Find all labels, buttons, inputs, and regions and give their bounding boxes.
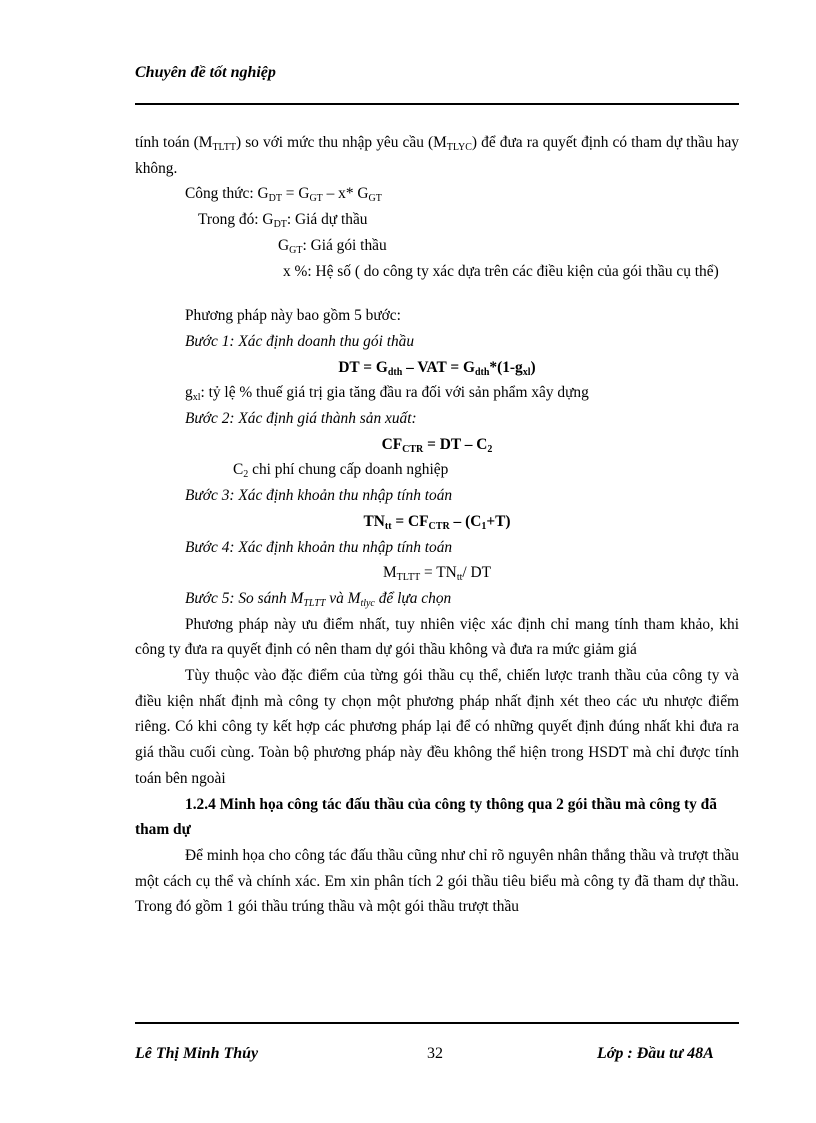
page-number: 32 bbox=[427, 1045, 443, 1062]
equation-1: DT = $G_{dth}$ – VAT = $G_{dth}*(1-g_{xl})$ bbox=[338, 358, 536, 378]
step-4: Bước 4: Xác định khoản thu nhập tính toán bbox=[185, 538, 453, 556]
method-intro: Phương pháp này bao gồm 5 bước: bbox=[185, 307, 401, 325]
equation-2: $CF_{CTR}$ = DT – $C_2$ bbox=[381, 435, 493, 455]
where-line-2: $G_{GT}$: Giá gói thầu bbox=[278, 236, 387, 256]
footer-author: Lê Thị Minh Thúy bbox=[135, 1045, 259, 1062]
header-title: Chuyên đề tốt nghiệp bbox=[135, 64, 276, 81]
footer-class: Lớp : Đầu tư 48A bbox=[597, 1045, 714, 1062]
formula-line: Công thức: $G_{DT} = G_{GT} - x*$ $G_{GT}$ bbox=[185, 185, 382, 205]
step-2: Bước 2: Xác định giá thành sản xuất: bbox=[185, 410, 417, 428]
where-line-1: Trong đó: $G_{DT}$: Giá dự thầu bbox=[198, 211, 368, 231]
paragraph-selection: Tùy thuộc vào đặc điểm của từng gói thầu cụ thể, chiến lược tranh thầu của công ty và điều kiện nhất định mà công ty chọn một phương pháp nhất định xét theo các ưu nhược điểm riêng. Có khi công ty kết hợp các phương pháp lại để có những quyết định đúng nhất khi đưa ra giá thầu cuối cùng. Toàn bộ phương pháp này đều không thể hiện trong HSDT mà chỉ được tính toán bên ngoài bbox=[135, 667, 739, 787]
step-1: Bước 1: Xác định doanh thu gói thầu bbox=[185, 332, 415, 350]
equation-3: $TN_{tt} = CF_{CTR} - (C_1+T)$ bbox=[363, 512, 511, 532]
where-line-3: x %: Hệ số ( do công ty xác dựa trên các điều kiện của gói thầu cụ thể) bbox=[283, 262, 719, 280]
page-body bbox=[135, 130, 739, 920]
equation-4: $M_{TLTT} = TN_{tt}/$ DT bbox=[382, 564, 492, 584]
paragraph-intro: tính toán $(M_{TLTT})$ so với mức thu nhập yêu cầu $(M_{TLYC})$ để đưa ra quyết định có tham dự thầu hay không. bbox=[135, 134, 739, 177]
note-vat: $g_{xl}$: tỷ lệ % thuế giá trị gia tăng đầu ra đối với sản phẩm xây dựng bbox=[185, 384, 589, 404]
step-3: Bước 3: Xác định khoản thu nhập tính toán bbox=[185, 487, 453, 505]
paragraph-illustration: Để minh họa cho công tác đấu thầu cũng như chỉ rõ nguyên nhân thắng thầu và trượt thầu một cách cụ thể và chính xác. Em xin phân tích 2 gói thầu tiêu biểu mà công ty đã tham dự thầu. Trong đó gồm 1 gói thầu trúng thầu và một gói thầu trượt thầu bbox=[135, 846, 739, 916]
header-rule bbox=[135, 103, 739, 105]
note-c2: $C_2$ chi phí chung cấp doanh nghiệp bbox=[233, 461, 449, 481]
step-5: Bước 5: So sánh $M_{TLTT}$ và $M_{tlyc}$ để lựa chọn bbox=[185, 589, 452, 609]
footer-rule bbox=[135, 1022, 739, 1024]
section-heading: 1.2.4 Minh họa công tác đấu thầu của công ty thông qua 2 gói thầu mà công ty đã tham dự bbox=[135, 795, 717, 839]
paragraph-advantage: Phương pháp này ưu điểm nhất, tuy nhiên việc xác định chỉ mang tính tham khảo, khi công ty đưa ra quyết định có nên tham dự gói thầu không và đưa ra mức giảm giá bbox=[135, 615, 739, 659]
